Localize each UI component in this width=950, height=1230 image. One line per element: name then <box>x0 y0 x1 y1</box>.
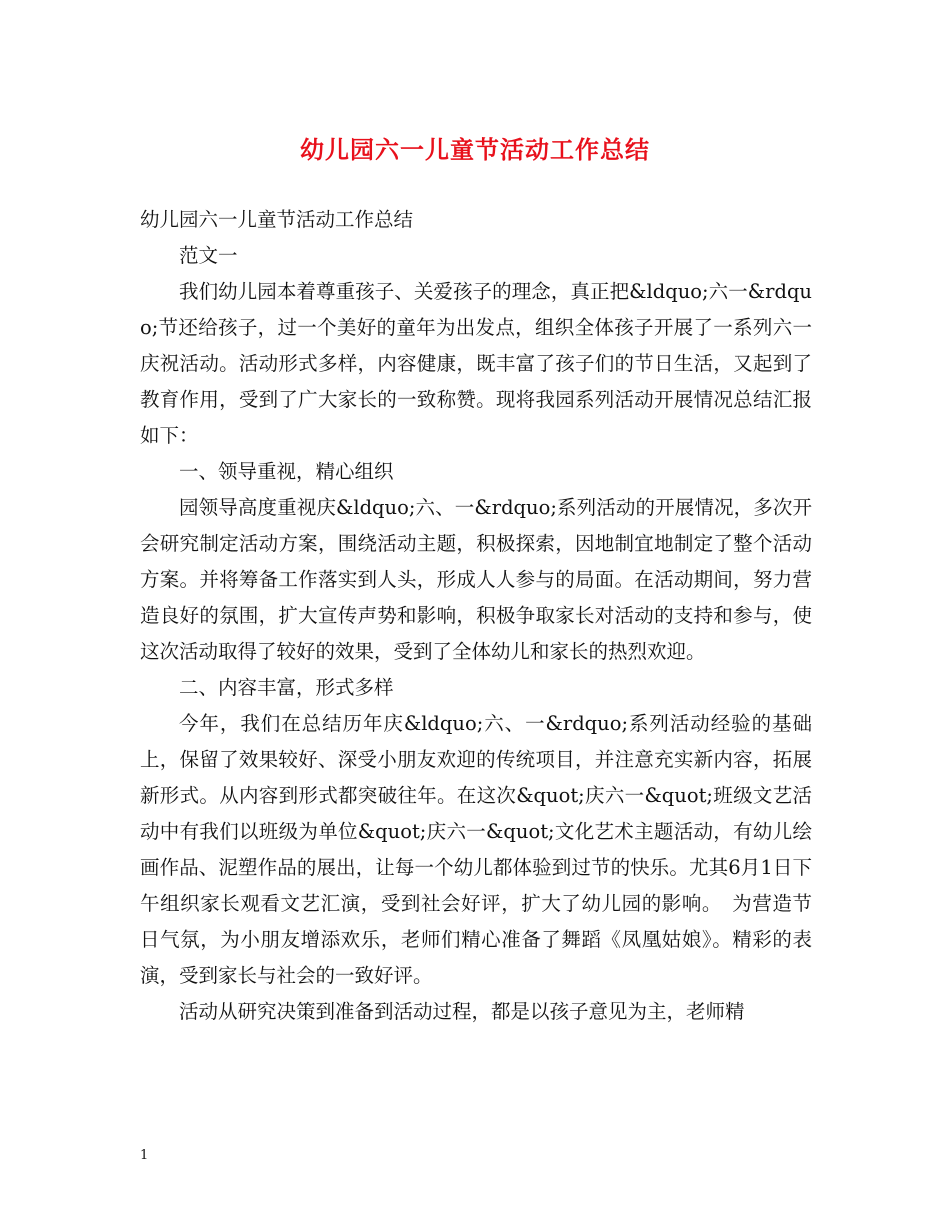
paragraph-continued: 活动从研究决策到准备到活动过程，都是以孩子意见为主，老师精 <box>179 1000 745 1023</box>
section-heading-1: 一、领导重视，精心组织 <box>179 460 394 483</box>
document-title: 幼儿园六一儿童节活动工作总结 <box>300 135 650 164</box>
paragraph-heading: 幼儿园六一儿童节活动工作总结 <box>140 208 414 231</box>
paragraph-section-1: 园领导高度重视庆&ldquo;六、一&rdquo;系列活动的开展情况，多次开会研究制定活动方案，围绕活动主题，积极探索，因地制宜地制定了整个活动方案。并将筹备工作落实到人头，形成人人参与的局面。在活动期间，努力营造良好的氛围，扩大宣传声势和影响，积极争取家长对活动的支持和参与，使这次活动取得了较好的效果，受到了全体幼儿和家长的热烈欢迎。 <box>140 496 812 663</box>
paragraph-sample-label: 范文一 <box>179 244 238 267</box>
document-body <box>140 202 812 1030</box>
section-heading-2: 二、内容丰富，形式多样 <box>179 676 394 699</box>
paragraph-intro: 我们幼儿园本着尊重孩子、关爱孩子的理念，真正把&ldquo;六一&rdquo;节还给孩子，过一个美好的童年为出发点，组织全体孩子开展了一系列六一庆祝活动。活动形式多样，内容健康，既丰富了孩子们的节日生活，又起到了教育作用，受到了广大家长的一致称赞。现将我园系列活动开展情况总结汇报如下： <box>140 280 812 447</box>
paragraph-section-2: 今年，我们在总结历年庆&ldquo;六、一&rdquo;系列活动经验的基础上，保留了效果较好、深受小朋友欢迎的传统项目，并注意充实新内容，拓展新形式。从内容到形式都突破往年。在这次&quot;庆六一&quot;班级文艺活动中有我们以班级为单位&quot;庆六一&quot;文化艺术主题活动，有幼儿绘画作品、泥塑作品的展出，让每一个幼儿都体验到过节的快乐。尤其6月1日下午组织家长观看文艺汇演，受到社会好评，扩大了幼儿园的影响。 为营造节日气氛，为小朋友增添欢乐，老师们精心准备了舞蹈《凤凰姑娘》。精彩的表演，受到家长与社会的一致好评。 <box>140 712 812 987</box>
page-number: 1 <box>140 1148 149 1163</box>
